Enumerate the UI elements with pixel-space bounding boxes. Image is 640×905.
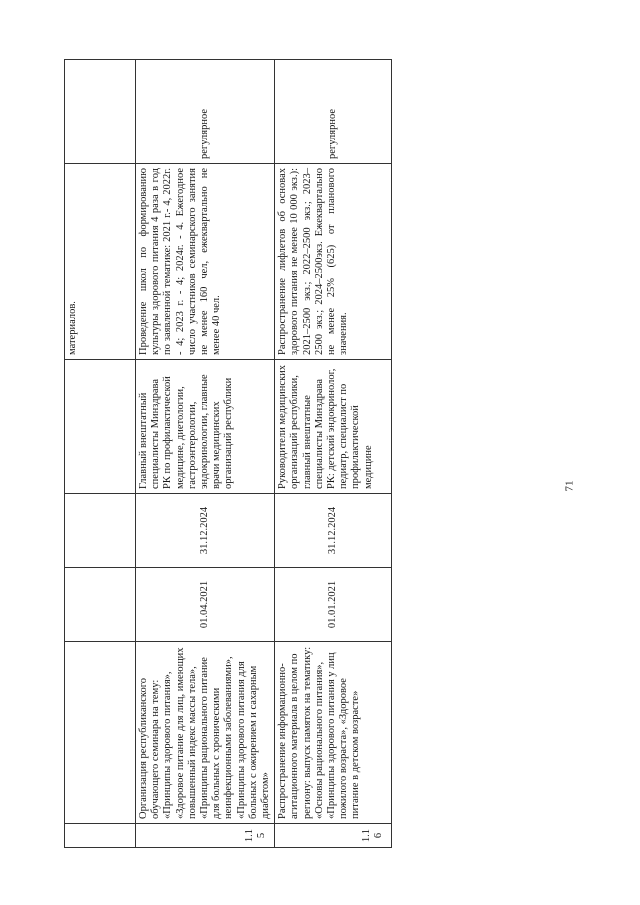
row-number: 1.16 [275, 824, 392, 848]
plan-table [64, 59, 392, 848]
end-date-cell: 31.12.2024 [136, 494, 275, 568]
periodicity-cell: регулярное [275, 60, 392, 164]
table-cell [65, 568, 136, 642]
table-cell [65, 494, 136, 568]
periodicity-cell: регулярное [136, 60, 275, 164]
start-date-cell: 01.04.2021 [136, 568, 275, 642]
responsible-cell: Главный внештатный специалисты Минздрава РК по профилактической медицине, диетологии, гастроэнтерологии, эндокринологии, главные врачи медицинских организаций республики [136, 360, 275, 494]
table-cell [65, 360, 136, 494]
table-row [65, 60, 136, 848]
rotated-table-wrapper [64, 60, 385, 848]
end-date-cell: 31.12.2024 [275, 494, 392, 568]
event-cell: Организация республиканского обучающего семинара на тему: «Принципы здорового питания», «Здоровое питание для лиц, имеющих повышенный индекс массы тела», «Принципы рационального питание для больных с хроническими неинфекционными заболеваниями», «Принципы здорового питания для больных с ожирением и сахарным диабетом» [136, 642, 275, 824]
start-date-cell: 01.01.2021 [275, 568, 392, 642]
table-cell [65, 642, 136, 824]
page-number: 71 [563, 480, 576, 492]
table-row [275, 60, 392, 848]
cell-text: материалов. [67, 301, 78, 355]
result-cell: Распространение лифлетов об основах здорового питания не менее 10 000 экз.): 2021–2500 экз.; 2022–2500 экз.; 2023–2500 экз.; 2024–2500экз. Ежеквартально не менее 25% (625) от планового значения. [275, 164, 392, 360]
table-cell [65, 60, 136, 164]
event-cell: Распространение информационно-агитационного материала в целом по региону: выпуск памяток на тематику: «Основы рационального питания», «Принципы здорового питания у лиц пожилого возраста», «Здоровое питание в детском возрасте» [275, 642, 392, 824]
table-row [136, 60, 275, 848]
table-cell [65, 824, 136, 848]
responsible-cell: Руководители медицинских организаций республики, главный внештатные специалисты Минздрава РК: детский эндокринолог, педиатр, специалист по профилактической медицине [275, 360, 392, 494]
result-cell: Проведение школ по формированию культуры здорового питания 4 раза в год по заявленной тематике: 2021 г.- 4, 2022г. - 4; 2023 г. - 4; 2024г. - 4. Ежегодное число участников семинарского занятия не менее 160 чел, ежеквартально не менее 40 чел. [136, 164, 275, 360]
material-continuation-cell [65, 164, 136, 360]
row-number: 1.15 [136, 824, 275, 848]
